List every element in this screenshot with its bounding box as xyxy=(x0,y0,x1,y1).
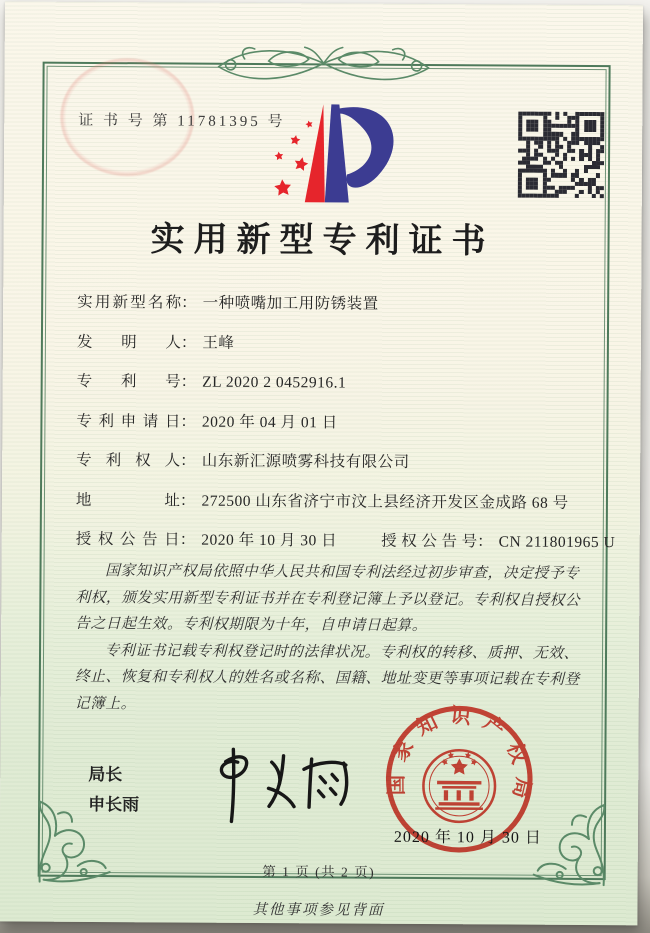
field-grant-number: 授权公告号： CN 211801965 U xyxy=(381,532,616,552)
legal-text xyxy=(75,558,588,720)
field-label: 实用新型名称 xyxy=(77,293,182,312)
field-grant-row xyxy=(75,527,616,555)
page-indicator: 第 1 页 (共 2 页) xyxy=(262,864,376,880)
field-value: ZL 2020 2 0452916.1 xyxy=(202,373,347,392)
field-filing-date: 专利申请日： 2020 年 04 月 01 日 xyxy=(76,408,596,436)
qr-code xyxy=(518,112,605,199)
field-label: 发明人 xyxy=(76,333,181,352)
field-patentee: 专利权人： 山东新汇源喷雾科技有限公司 xyxy=(76,448,596,476)
legal-paragraph-2: 专利证书记载专利权登记时的法律状况。专利权的转移、质押、无效、终止、恢复和专利权人的姓名或名称、国籍、地址变更等事项记载在专利登记簿上。 xyxy=(74,642,580,712)
field-inventor: 发明人： 王峰 xyxy=(77,329,597,357)
field-value: 王峰 xyxy=(202,334,235,352)
back-note: 其他事项参见背面 xyxy=(252,901,385,919)
cnipa-logo-icon xyxy=(247,98,416,209)
field-list xyxy=(75,290,616,570)
certificate-number: 证 书 号 第 11781395 号 xyxy=(78,112,286,131)
director-title: 局长 xyxy=(88,764,123,785)
field-address: 地址： 272500 山东省济宁市汶上县经济开发区金成路 68 号 xyxy=(76,487,596,515)
director-signature xyxy=(195,734,355,827)
legal-paragraph-1: 国家知识产权局依照中华人民共和国专利法经过初步审查，决定授予专利权，颁发实用新型专利证书并在专利登记簿上予以登记。专利权自授权公告之日起生效。专利权期限为十年，自申请日起算。 xyxy=(75,563,581,635)
national-emblem-icon xyxy=(423,750,495,822)
field-value: 一种喷嘴加工用防锈装置 xyxy=(202,294,379,313)
field-label: 地址 xyxy=(75,491,181,510)
field-label: 专利权人 xyxy=(76,451,181,470)
field-patent-number: 专利号： ZL 2020 2 0452916.1 xyxy=(77,369,597,397)
field-value: 2020 年 04 月 01 日 xyxy=(201,413,338,431)
seal-date: 2020 年 10 月 30 日 xyxy=(393,828,542,847)
certificate-paper xyxy=(0,1,643,925)
certificate-title: 实用新型专利证书 xyxy=(150,221,495,261)
field-value: 山东新汇源喷雾科技有限公司 xyxy=(201,452,410,471)
field-value: 272500 山东省济宁市汶上县经济开发区金成路 68 号 xyxy=(201,492,569,512)
seal-text: 国家知识产权局 xyxy=(385,704,535,812)
field-utility-model-name: 实用新型名称： 一种喷嘴加工用防锈装置 xyxy=(77,290,597,318)
field-label: 专利申请日 xyxy=(76,412,181,431)
field-label: 专利号 xyxy=(76,372,181,391)
director-name: 申长雨 xyxy=(88,794,140,815)
field-grant-date: 授权公告日： 2020 年 10 月 30 日 xyxy=(75,530,338,550)
top-border-ornament xyxy=(208,37,438,96)
